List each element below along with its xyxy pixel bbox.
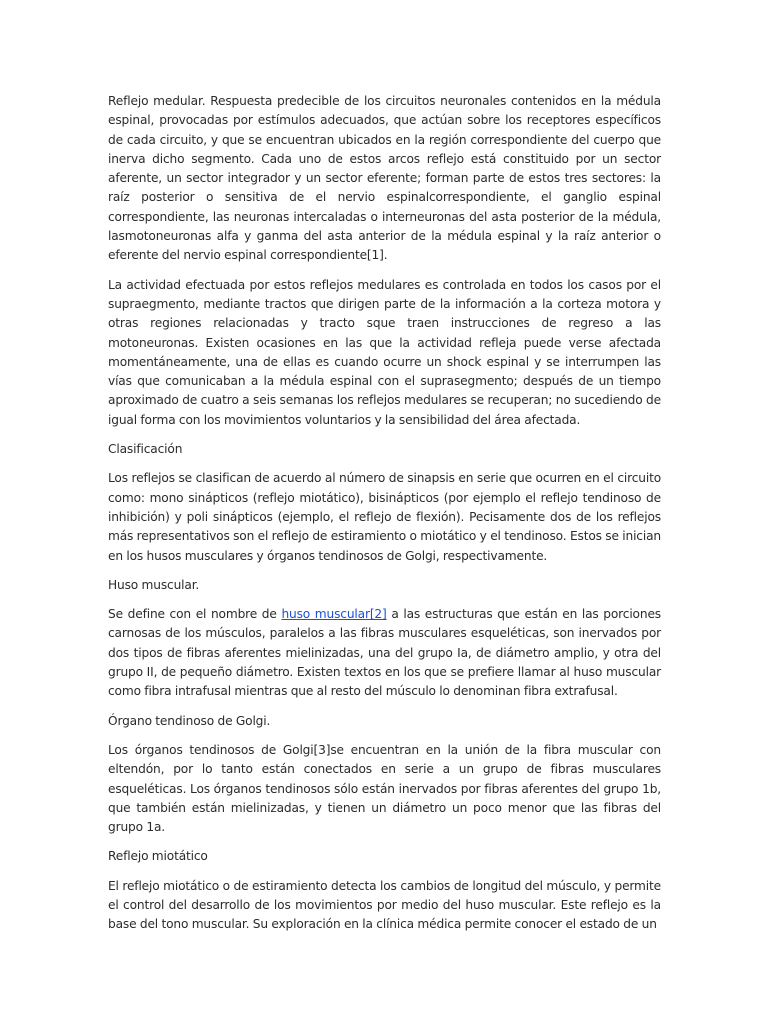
paragraph-reflejo-miotatico: El reflejo miotático o de estiramiento detecta los cambios de longitud del músculo, y permite el control del desarrollo de los movimientos por medio del huso muscular. Este reflejo es la base del tono muscular. Su exploración en la clínica médica permite conocer el estado de un	[108, 878, 661, 932]
paragraph-clasificacion: Los reflejos se clasifican de acuerdo al número de sinapsis en serie que ocurren en el circuito como: mono sinápticos (reflejo miotático), bisinápticos (por ejemplo el reflejo tendinoso de inhibición) y poli sinápticos (ejemplo, el reflejo de flexión). Pecisamente dos de los reflejos más representativos son el reflejo de estiramiento o miotático y el tendinoso. Estos se inician en los husos musculares y órganos tendinosos de Golgi, respectivamente.	[108, 471, 661, 563]
heading-clasificacion: Clasificación	[108, 442, 183, 457]
paragraph-huso-muscular	[108, 605, 661, 701]
heading-organo-tendinoso: Órgano tendinoso de Golgi.	[108, 713, 271, 728]
paragraph-reflejo-medular: Reflejo medular. Respuesta predecible de los circuitos neuronales contenidos en la médula espinal, provocadas por estímulos adecuados, que actúan sobre los receptores específicos de cada circuito, y que se encuentran ubicados en la región correspondiente del cuerpo que inerva dicho segmento. Cada uno de estos arcos reflejo está constituido por un sector aferente, un sector integrador y un sector eferente; forman parte de estos tres sectores: la raíz posterior o sensitiva de el nervio espinalcorrespondiente, el ganglio espinal correspondiente, las neuronas intercaladas o interneuronas del asta posterior de la médula, lasmotoneuronas alfa y ganma del asta anterior de la médula espinal y la raíz anterior o eferente del nervio espinal correspondiente[1].	[108, 94, 661, 263]
paragraph-huso-text-end: a las estructuras que están en las porciones carnosas de los músculos, paralelos a las fibras musculares esqueléticas, son inervados por dos tipos de fibras aferentes mielinizadas, una del grupo Ia, de diámetro amplio, y otra del grupo II, de pequeño diámetro. Existen textos en los que se prefiere llamar al huso muscular como fibra intrafusal mientras que al resto del músculo lo denominan fibra extrafusal.	[108, 607, 661, 699]
document-page	[108, 92, 661, 945]
paragraph-actividad-refleja: La actividad efectuada por estos reflejos medulares es controlada en todos los casos por el supraegmento, mediante tractos que dirigen parte de la información a la corteza motora y otras regiones relacionadas y tracto sque traen instrucciones de regreso a las motoneuronas. Existen ocasiones en las que la actividad refleja puede verse afectada momentáneamente, una de ellas es cuando ocurre un shock espinal y se interrumpen las vías que comunicaban a la médula espinal con el suprasegmento; después de un tiempo aproximado de cuatro a seis semanas los reflejos medulares se recuperan; no sucediendo de igual forma con los movimientos voluntarios y la sensibilidad del área afectada.	[108, 277, 661, 427]
huso-muscular-link[interactable]: huso muscular[2]	[281, 607, 387, 622]
heading-huso-muscular: Huso muscular.	[108, 577, 200, 592]
paragraph-huso-text-start: Se define con el nombre de	[108, 607, 282, 622]
heading-reflejo-miotatico: Reflejo miotático	[108, 849, 208, 864]
paragraph-organo-tendinoso: Los órganos tendinosos de Golgi[3]se encuentran en la unión de la fibra muscular con eltendón, por lo tanto están conectados en serie a un grupo de fibras musculares esqueléticas. Los órganos tendinosos sólo están inervados por fibras aferentes del grupo 1b, que también están mielinizadas, y tienen un diámetro un poco menor que las fibras del grupo 1a.	[108, 742, 661, 835]
